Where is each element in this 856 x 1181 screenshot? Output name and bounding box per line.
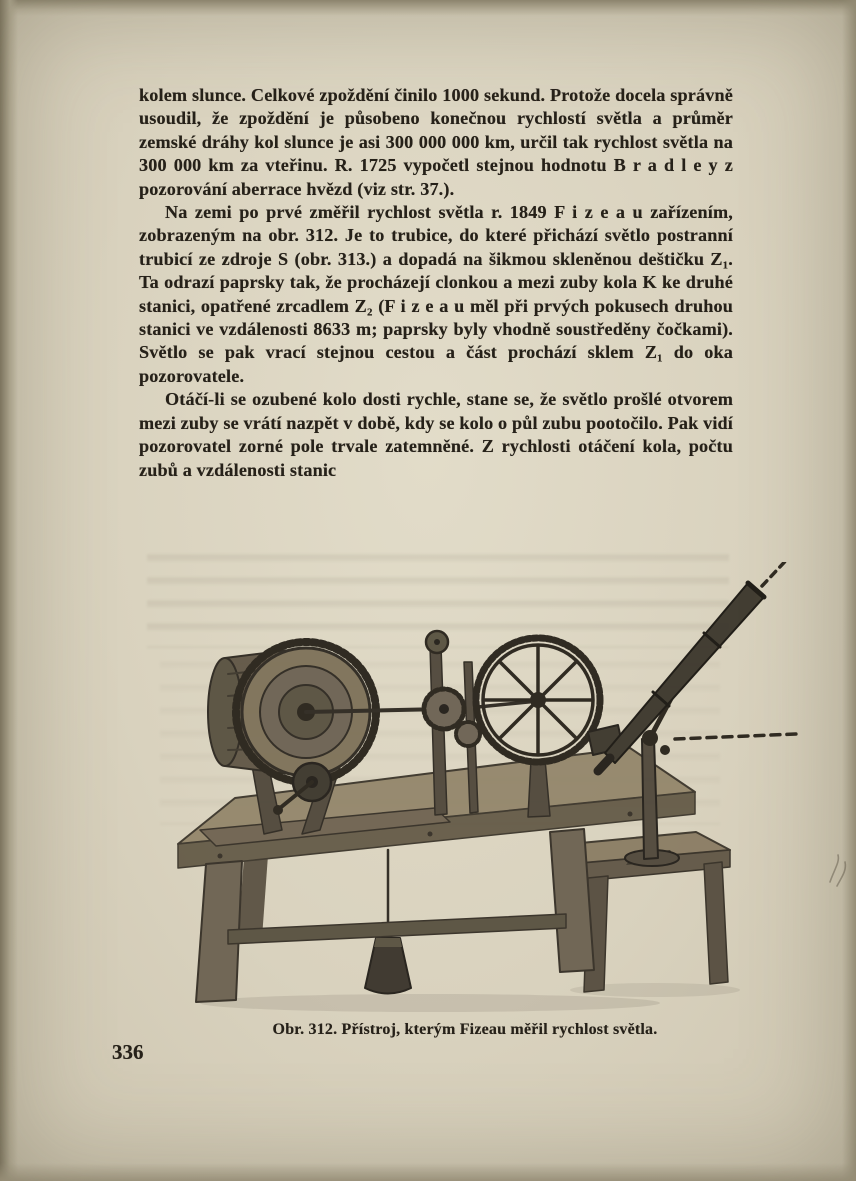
body-paragraph-3: Otáčí-li se ozubené kolo dosti rychle, stane se, že světlo prošlé otvorem mezi zuby se vrátí nazpět v době, kdy se kolo o půl zubu pootočilo. Pak vidí pozorovatel zorné pole trvale zatemněné. Z rychlosti otáčení kola, počtu zubů a vzdálenosti stanic: [139, 389, 733, 480]
fizeau-apparatus-illustration: [130, 562, 800, 1017]
page-edge-left: [0, 0, 18, 1181]
page-edge-top: [0, 0, 856, 16]
telescope: [598, 583, 764, 866]
page-number: 336: [112, 1040, 144, 1064]
body-paragraph-2: Na zemi po prvé změřil rychlost světla r. 1849 F i z e a u zařízením, zobrazeným na obr. 312. Je to trubice, do které přichází světlo postranní trubicí ze zdroje S (obr. 313.) a dopadá na šikmou skleněnou deštičku Z₁. Ta odrazí paprsky tak, že procházejí clonkou a mezi zuby kola K ke druhé stanici, opatřené zrcadlem Z₂ (F i z e a u měl při prvých pokusech druhou stanici ve vzdálenosti 8633 m; paprsky byly vhodně soustředěny čočkami). Světlo se pak vrací stejnou cestou a část prochází sklem Z₁ do oka pozorovatele.: [139, 202, 733, 386]
pencil-mark: [826, 850, 852, 890]
body-text: [139, 84, 733, 482]
body-paragraph-1: kolem slunce. Celkové zpoždění činilo 1000 sekund. Protože docela správně usoudil, že zpoždění je působeno konečnou rychlostí světla a průměr zemské dráhy kol slunce je asi 300 000 000 km, určil tak rychlost světla na 300 000 km za vteřinu. R. 1725 vypočetl stejnou hodnotu B r a d l e y z pozorování aberrace hvězd (viz str. 37.).: [139, 85, 733, 199]
page-edge-bottom: [0, 1163, 856, 1181]
page-edge-right: [842, 0, 856, 1181]
figure-312: [130, 562, 800, 1039]
figure-caption: Obr. 312. Přístroj, kterým Fizeau měřil rychlost světla.: [272, 1021, 658, 1038]
